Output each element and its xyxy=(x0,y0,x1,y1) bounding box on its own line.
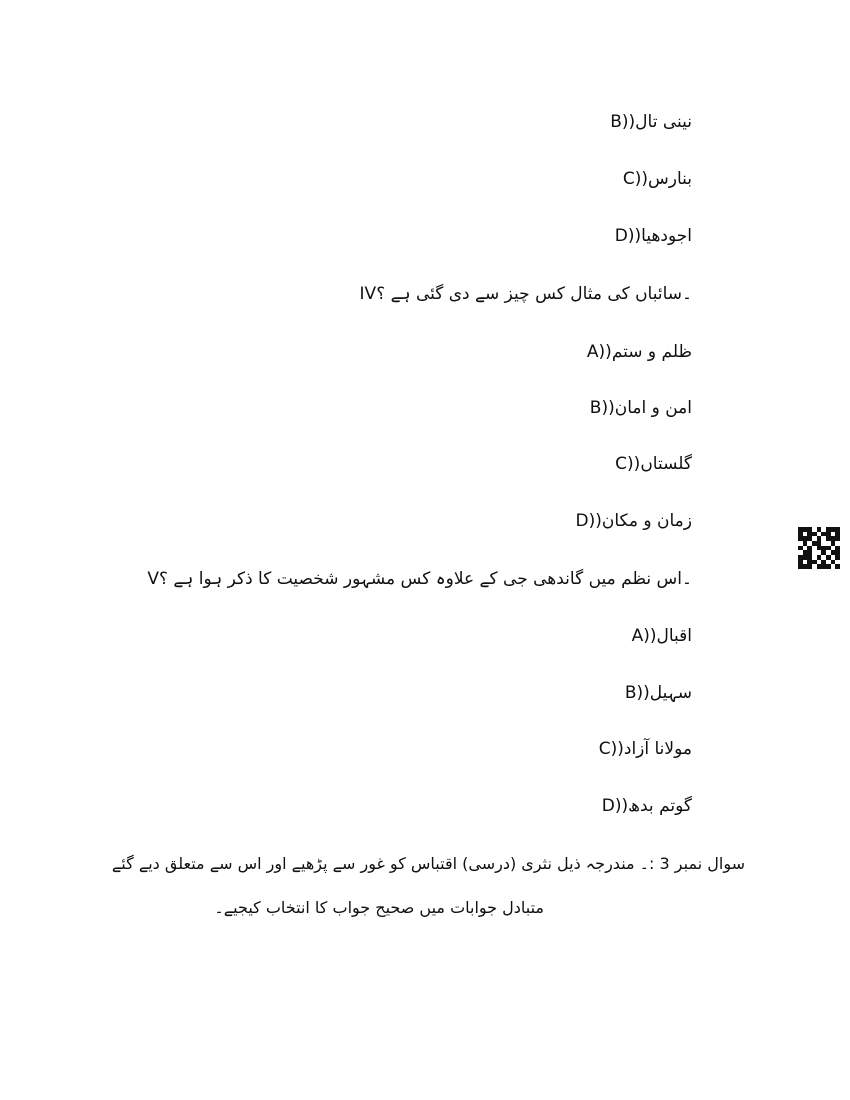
option-label: D)) xyxy=(575,511,602,531)
option-c-banaras xyxy=(623,167,692,191)
q4-option-d xyxy=(575,509,692,533)
option-label: A)) xyxy=(631,626,657,646)
question-text: سائباں کی مثال کس چیز سے دی گئی ہے ؟ xyxy=(376,284,683,304)
section-3-instruction-line-2: متبادل جوابات میں صحیح جواب کا انتخاب کیجیے۔ xyxy=(214,898,544,917)
option-text: مولانا آزاد xyxy=(623,739,692,759)
option-label: B)) xyxy=(624,683,650,703)
option-label: D)) xyxy=(614,226,642,246)
question-number: V۔ xyxy=(147,569,692,589)
option-text: بنارس xyxy=(647,169,692,189)
option-label: D)) xyxy=(601,796,629,816)
option-d-ayodhya xyxy=(615,224,692,248)
q4-option-b xyxy=(590,396,692,420)
option-text: گلستاں xyxy=(640,454,692,474)
question-number: IV۔ xyxy=(359,284,692,304)
option-label: B)) xyxy=(610,112,636,132)
qr-code-icon xyxy=(798,527,840,569)
q5-option-a xyxy=(632,624,692,648)
question-iv xyxy=(360,282,692,306)
q4-option-c xyxy=(615,452,692,476)
section-3-instruction-line-1: سوال نمبر 3 :۔ مندرجہ ذیل نثری (درسی) اقتباس کو غور سے پڑھیے اور اس سے متعلق دیے گئے xyxy=(111,854,745,873)
option-text: ظلم و ستم xyxy=(611,342,692,362)
option-label: B)) xyxy=(589,398,615,418)
option-text: زمان و مکان xyxy=(601,511,692,531)
option-label: C)) xyxy=(598,739,624,759)
option-text: امن و امان xyxy=(614,398,692,418)
question-v xyxy=(147,567,692,591)
option-text: سہیل xyxy=(649,683,692,703)
question-text: اس نظم میں گاندھی جی کے علاوہ کس مشہور شخصیت کا ذکر ہوا ہے ؟ xyxy=(158,569,683,589)
option-text: اجودھیا xyxy=(641,226,692,246)
option-b-nainital xyxy=(610,110,692,134)
option-label: C)) xyxy=(615,454,641,474)
option-label: C)) xyxy=(622,169,648,189)
q4-option-a xyxy=(587,340,692,364)
q5-option-d xyxy=(602,794,692,818)
option-text: اقبال xyxy=(656,626,692,646)
q5-option-c xyxy=(599,737,692,761)
q5-option-b xyxy=(625,681,692,705)
option-label: A)) xyxy=(586,342,612,362)
option-text: گوتم بدھ xyxy=(628,796,692,816)
option-text: نینی تال xyxy=(635,112,692,132)
